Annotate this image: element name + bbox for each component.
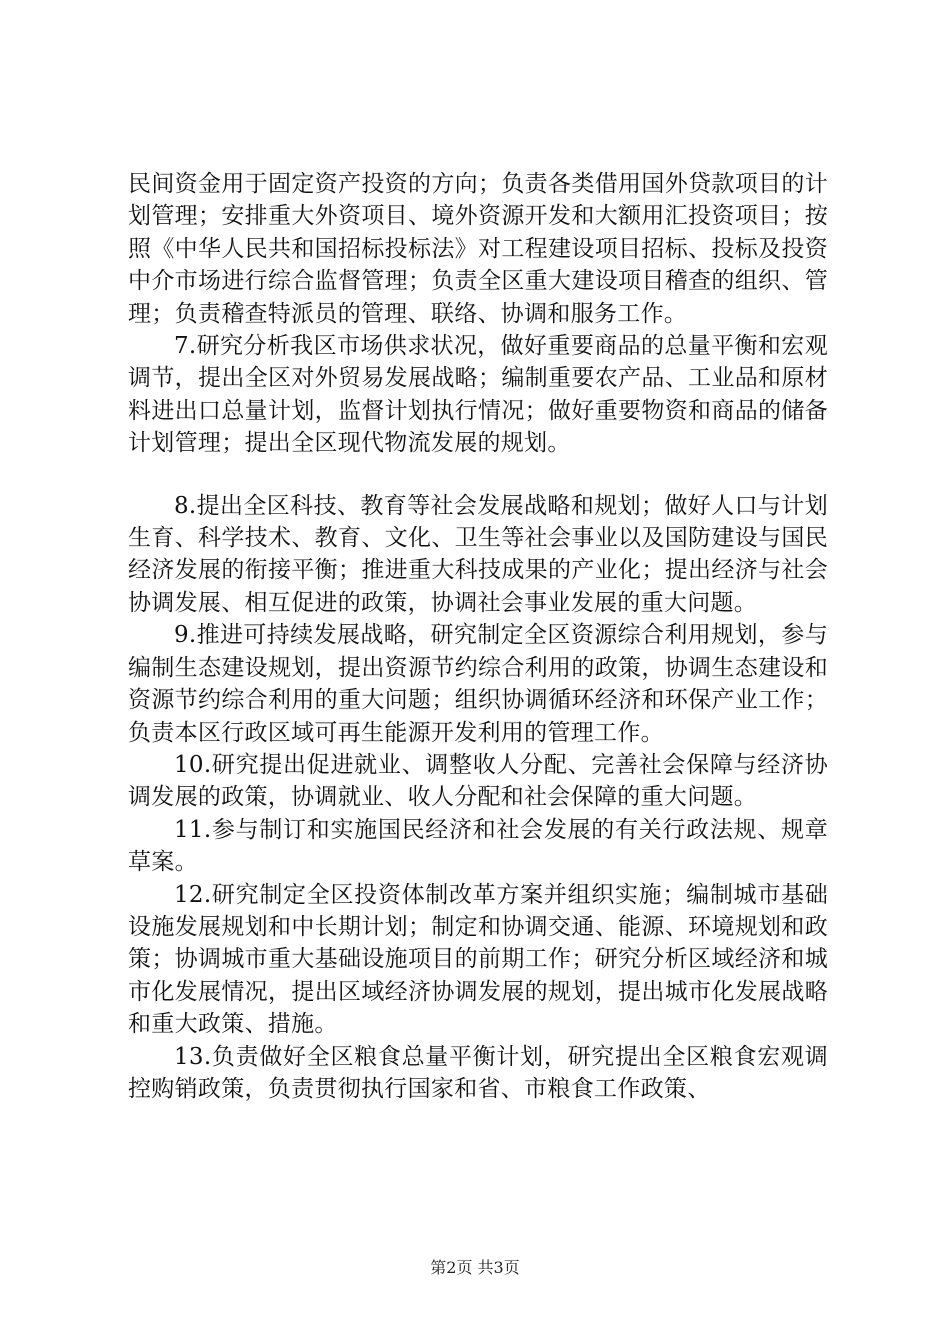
paragraph-item-13: 13.负责做好全区粮食总量平衡计划，研究提出全区粮食宏观调控购销政策，负责贯彻执行国家和省、市粮食工作政策、 [128,1043,828,1102]
paragraph-item-12: 12.研究制定全区投资体制改革方案并组织实施；编制城市基础设施发展规划和中长期计划；制定和协调交通、能源、环境规划和政策；协调城市重大基础设施项目的前期工作；研究分析区域经济和城市化发展情况，提出区域经济协调发展的规划，提出城市化发展战略和重大政策、措施。 [128,881,828,1038]
paragraph-continuation: 民间资金用于固定资产投资的方向；负责各类借用国外贷款项目的计划管理；安排重大外资项目、境外资源开发和大额用汇投资项目；按照《中华人民共和国招标投标法》对工程建设项目招标、投标及投资中介市场进行综合监督管理；负责全区重大建设项目稽查的组织、管理；负责稽查特派员的管理、联络、协调和服务工作。 [128,171,828,327]
page-footer: 第2页 共3页 [430,1258,520,1277]
paragraph-item-10: 10.研究提出促进就业、调整收人分配、完善社会保障与经济协调发展的政策，协调就业、收人分配和社会保障的重大问题。 [128,751,828,811]
paragraph-item-9: 9.推进可持续发展战略，研究制定全区资源综合利用规划，参与编制生态建设规划，提出资源节约综合利用的政策，协调生态建设和资源节约综合利用的重大问题；组织协调循环经济和环保产业工作；负责本区行政区域可再生能源开发利用的管理工作。 [128,622,828,746]
paragraph-item-11: 11.参与制订和实施国民经济和社会发展的有关行政法规、规章草案。 [128,816,828,876]
paragraph-item-7: 7.研究分析我区市场供求状况，做好重要商品的总量平衡和宏观调节，提出全区对外贸易发展战略；编制重要农产品、工业品和原材料进出口总量计划，监督计划执行情况；做好重要物资和商品的储备计划管理；提出全区现代物流发展的规划。 [128,333,828,457]
paragraph-item-8: 8.提出全区科技、教育等社会发展战略和规划；做好人口与计划生育、科学技术、教育、文化、卫生等社会事业以及国防建设与国民经济发展的衔接平衡；推进重大科技成果的产业化；提出经济与社会协调发展、相互促进的政策，协调社会事业发展的重大问题。 [128,492,828,616]
document-body [128,168,828,1105]
